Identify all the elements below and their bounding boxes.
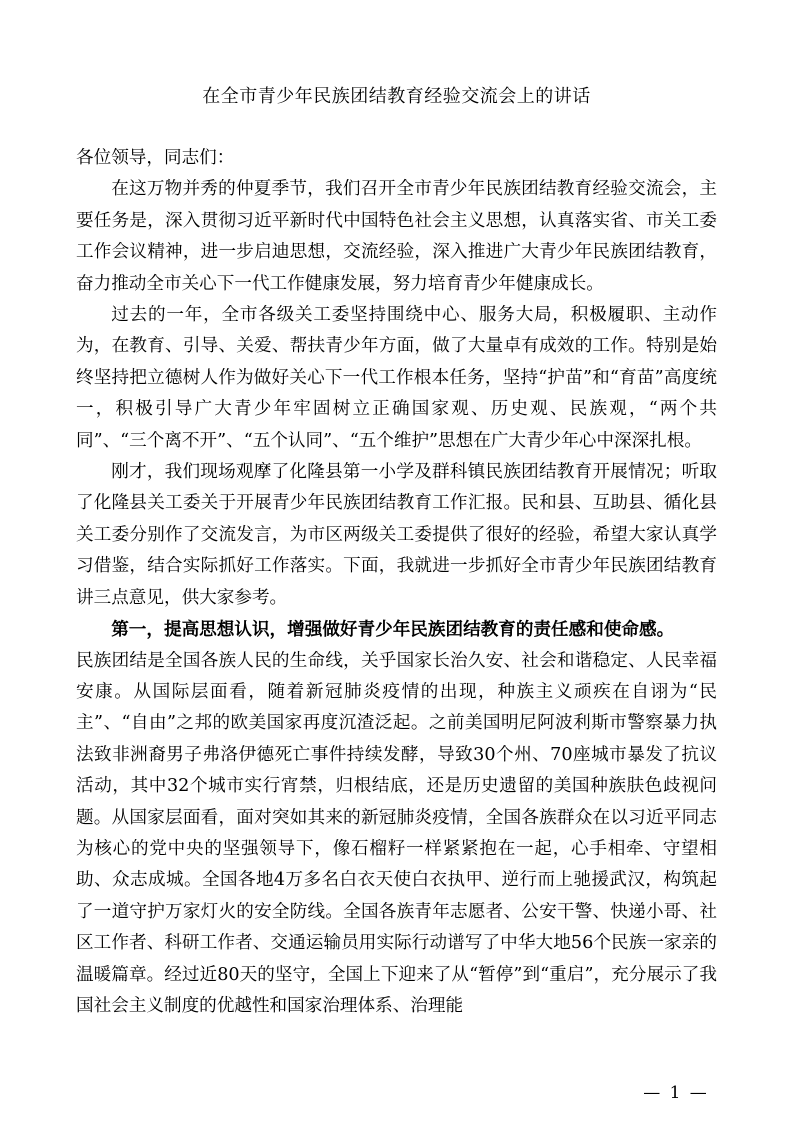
paragraph-1: 在这万物并秀的仲夏季节，我们召开全市青少年民族团结教育经验交流会，主要任务是，深入贯彻习近平新时代中国特色社会主义思想，认真落实省、市关工委工作会议精神，进一步启迪思想，交流经验，深入推进广大青少年民族团结教育，奋力推动全市关心下一代工作健康发展，努力培育青少年健康成长。: [76, 179, 717, 294]
document-title: 在全市青少年民族团结教育经验交流会上的讲话: [202, 86, 591, 107]
paragraph-2: 过去的一年，全市各级关工委坚持围绕中心、服务大局，积极履职、主动作为，在教育、引导、关爱、帮扶青少年方面，做了大量卓有成效的工作。特别是始终坚持把立德树人作为做好关心下一代工作根本任务，坚持“护苗”和“育苗”高度统一，积极引导广大青少年牢固树立正确国家观、历史观、民族观，“两个共同”、“三个离不开”、“五个认同”、“五个维护”思想在广大青少年心中深深扎根。: [76, 305, 717, 451]
section-body: 民族团结是全国各族人民的生命线，关乎国家长治久安、社会和谐稳定、人民幸福安康。从国际层面看，随着新冠肺炎疫情的出现，种族主义顽疾在自诩为“民主”、“自由”之邦的欧美国家再度沉渣泛起。之前美国明尼阿波利斯市警察暴力执法致非洲裔男子弗洛伊德死亡事件持续发酵，导致30个州、70座城市暴发了抗议活动，其中32个城市实行宵禁，归根结底，还是历史遗留的美国种族肤色歧视问题。从国家层面看，面对突如其来的新冠肺炎疫情，全国各族群众在以习近平同志为核心的党中央的坚强领导下，像石榴籽一样紧紧抱在一起，心手相牵、守望相助、众志成城。全国各地4万多名白衣天使白衣执甲、逆行而上驰援武汉，构筑起了一道守护万家灯火的安全防线。全国各族青年志愿者、公安干警、快递小哥、社区工作者、科研工作者、交通运输员用实际行动谱写了中华大地56个民族一家亲的温暖篇章。经过近80天的坚守，全国上下迎来了从“暂停”到“重启”，充分展示了我国社会主义制度的优越性和国家治理体系、治理能: [76, 650, 717, 1016]
section-heading: 第一，提高思想认识，增强做好青少年民族团结教育的责任感和使命感。: [111, 619, 675, 641]
document-body: [76, 143, 717, 1022]
paragraph-3: 刚才，我们现场观摩了化隆县第一小学及群科镇民族团结教育开展情况；听取了化隆县关工委关于开展青少年民族团结教育工作汇报。民和县、互助县、循化县关工委分别作了交流发言，为市区两级关工委提供了很好的经验，希望大家认真学习借鉴，结合实际抓好工作落实。下面，我就进一步抓好全市青少年民族团结教育讲三点意见，供大家参考。: [76, 462, 717, 608]
greeting: 各位领导，同志们：: [76, 148, 235, 168]
page-number: — 1 —: [643, 1083, 709, 1103]
